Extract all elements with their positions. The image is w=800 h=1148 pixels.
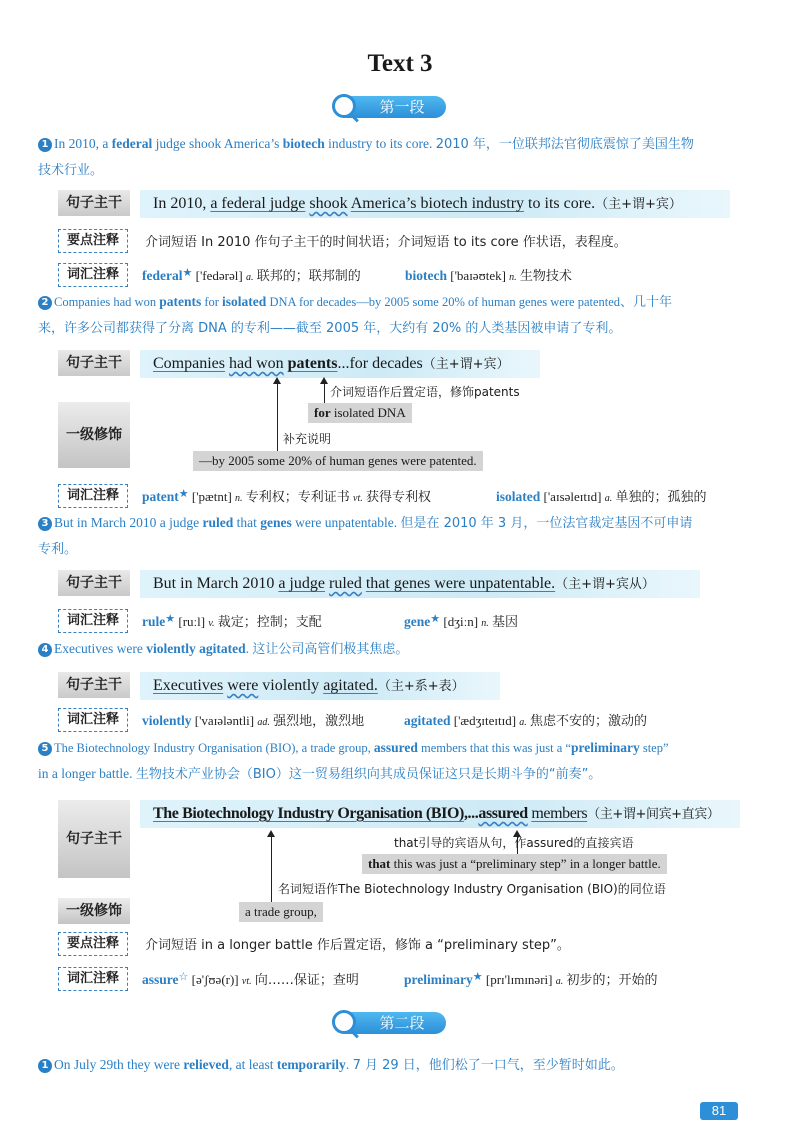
sentence-1: 1 In 2010, a federal judge shook America’s biotech industry to its core. 2010 年，一位联邦法官彻底震惊了美国生物 技术行业。 bbox=[38, 136, 694, 178]
search-icon bbox=[332, 94, 356, 118]
connector-line bbox=[271, 836, 272, 902]
vocab-gene: gene★ [dʒiːn] n. 基因 bbox=[404, 613, 519, 630]
sentence-number: 1 bbox=[38, 138, 52, 152]
sentence-number: 2 bbox=[38, 296, 52, 310]
search-icon bbox=[332, 1010, 356, 1034]
connector-line bbox=[324, 383, 325, 403]
note-5: 介词短语 in a longer battle 作后置定语，修饰 a “preliminary step”。 bbox=[145, 938, 570, 953]
modifier-box-2: a trade group, bbox=[239, 902, 323, 922]
modifier-note-2: 名词短语作The Biotechnology Industry Organisation (BIO)的同位语 bbox=[278, 882, 666, 896]
vocab-isolated: isolated ['aɪsəleɪtɪd] a. 单独的；孤独的 bbox=[496, 489, 707, 505]
vocab-tag: 词汇注释 bbox=[58, 967, 128, 991]
page-title: Text 3 bbox=[367, 50, 433, 77]
vocab-biotech: biotech ['baɪəʊtek] n. 生物技术 bbox=[405, 268, 572, 284]
main-clause-sentence-5: The Biotechnology Industry Organisation (BIO),...assured members（主+谓+间宾+直宾） bbox=[153, 805, 720, 822]
sentence-number: 1 bbox=[38, 1059, 52, 1073]
vocab-rule: rule★ [ruːl] v. 裁定；控制；支配 bbox=[142, 613, 322, 630]
main-clause-tag: 句子主干 bbox=[58, 570, 130, 596]
vocab-violently: violently ['vaɪələntli] ad. 强烈地，激烈地 bbox=[142, 713, 365, 729]
sentence-5: 5 The Biotechnology Industry Organisation (BIO), a trade group, assured members that this was just a “preliminary step” in a longer battle. 生物技术产业协会（BIO）这一贸易组织向其成员保证这只是长期斗争的“前奏”。 bbox=[38, 740, 669, 782]
modifier-tag: 一级修饰 bbox=[58, 898, 130, 924]
main-clause-sentence-4: Executives were violently agitated.（主+系+表） bbox=[153, 677, 465, 694]
vocab-federal: federal★ ['fedərəl] a. 联邦的；联邦制的 bbox=[142, 267, 361, 284]
modifier-box-1: that this was just a “preliminary step” in a longer battle. bbox=[362, 854, 667, 874]
note-1: 介词短语 In 2010 作句子主干的时间状语；介词短语 to its core 作状语，表程度。 bbox=[145, 235, 627, 250]
modifier-note-1: that引导的宾语从句，作assured的直接宾语 bbox=[394, 836, 634, 850]
modifier-box-1: for isolated DNA bbox=[308, 403, 412, 423]
main-clause-sentence-3: But in March 2010 a judge ruled that genes were unpatentable.（主+谓+宾从） bbox=[153, 575, 655, 592]
sentence-4: 4 Executives were violently agitated. 这让公司高管们极其焦虑。 bbox=[38, 636, 758, 662]
section-heading-2: 第二段 bbox=[336, 1012, 446, 1034]
main-clause-tag: 句子主干 bbox=[58, 190, 130, 216]
vocab-tag: 词汇注释 bbox=[58, 609, 128, 633]
main-clause-tag: 句子主干 bbox=[58, 350, 130, 376]
sentence-3: 3 But in March 2010 a judge ruled that genes were unpatentable. 但是在 2010 年 3 月，一位法官裁定基因不可申请 专利。 bbox=[38, 515, 693, 557]
modifier-note-2: 补充说明 bbox=[283, 432, 332, 446]
main-clause-tag: 句子主干 bbox=[58, 800, 130, 878]
main-clause-tag: 句子主干 bbox=[58, 672, 130, 698]
main-clause-sentence-2: Companies had won patents...for decades（主+谓+宾） bbox=[153, 355, 510, 372]
vocab-preliminary: preliminary★ [prɪ'lɪmɪnəri] a. 初步的；开始的 bbox=[404, 971, 658, 988]
vocab-tag: 词汇注释 bbox=[58, 708, 128, 732]
page-number: 81 bbox=[700, 1102, 738, 1120]
connector-line bbox=[277, 383, 278, 451]
section-heading-1: 第一段 bbox=[336, 96, 446, 118]
p2-sentence-1: 1 On July 29th they were relieved, at least temporarily. 7 月 29 日，他们松了一口气，至少暂时如此。 bbox=[38, 1052, 758, 1078]
modifier-note-1: 介词短语作后置定语，修饰patents bbox=[330, 385, 520, 399]
vocab-tag: 词汇注释 bbox=[58, 484, 128, 508]
modifier-box-2: —by 2005 some 20% of human genes were patented. bbox=[193, 451, 483, 471]
notes-tag: 要点注释 bbox=[58, 932, 128, 956]
sentence-2: 2 Companies had won patents for isolated DNA for decades—by 2005 some 20% of human genes were patented、几十年 来，许多公司都获得了分离 DNA 的专利——截至 2005 年，大约有 20% 的人类基因被申请了专利。 bbox=[38, 294, 673, 336]
vocab-patent: patent★ ['pætnt] n. 专利权；专利证书 vt. 获得专利权 bbox=[142, 488, 432, 505]
main-clause-sentence-1: In 2010, a federal judge shook America’s biotech industry to its core.（主+谓+宾） bbox=[153, 195, 682, 212]
sentence-number: 3 bbox=[38, 517, 52, 531]
sentence-number: 5 bbox=[38, 742, 52, 756]
sentence-number: 4 bbox=[38, 643, 52, 657]
modifier-tag: 一级修饰 bbox=[58, 402, 130, 468]
vocab-tag: 词汇注释 bbox=[58, 263, 128, 287]
vocab-assure: assure☆ [ə'ʃʊə(r)] vt. 向……保证；查明 bbox=[142, 971, 359, 988]
vocab-agitated: agitated ['ædʒɪteɪtɪd] a. 焦虑不安的；激动的 bbox=[404, 713, 648, 729]
notes-tag: 要点注释 bbox=[58, 229, 128, 253]
